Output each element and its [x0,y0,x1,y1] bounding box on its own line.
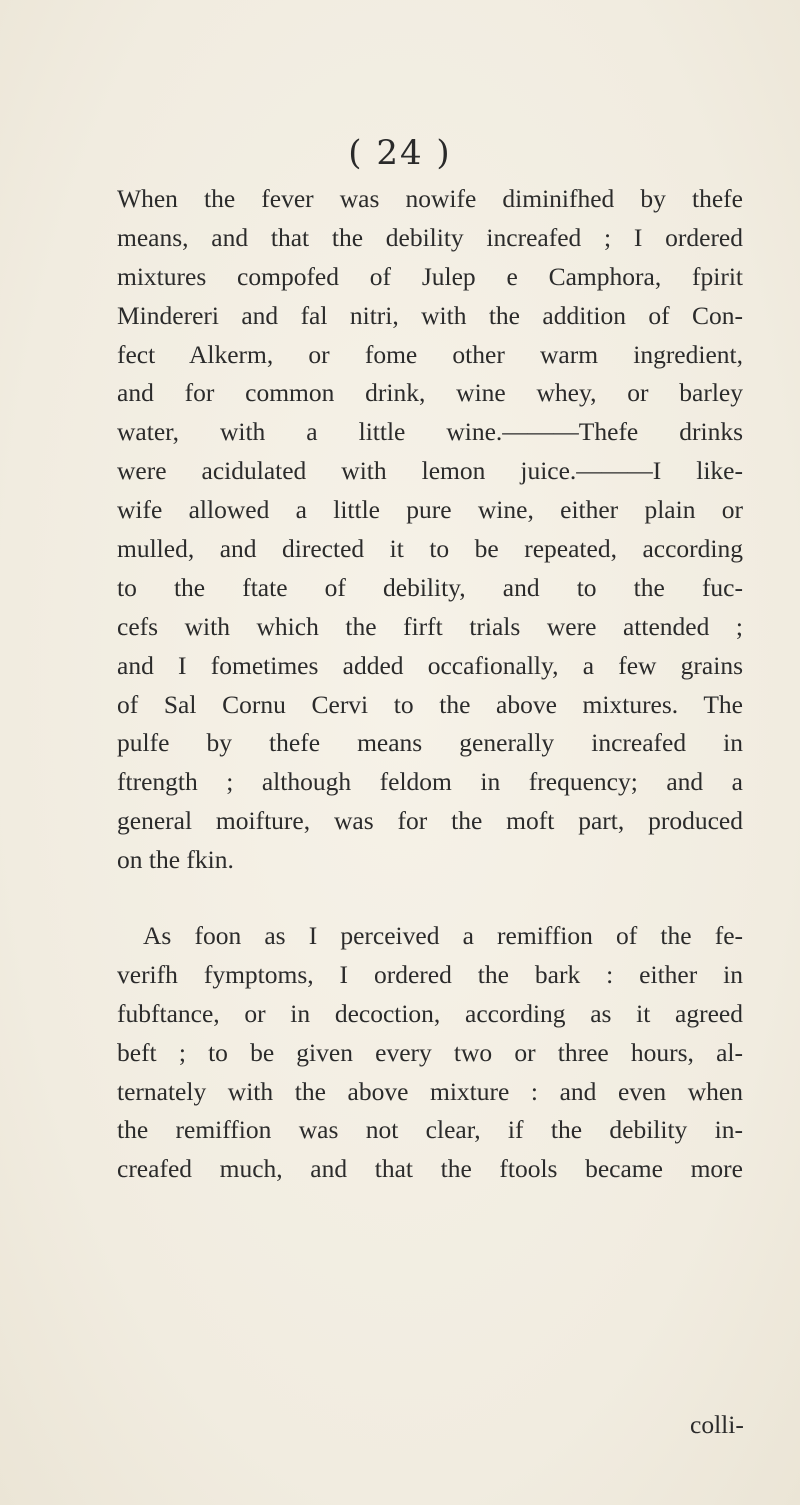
text-line: ternately with the above mixture : and even when [117,1076,743,1106]
text-line: fubftance, or in decoction, according as it agreed [117,998,743,1028]
text-line: to the ftate of debility, and to the fuc- [117,572,743,602]
text-line: When the fever was nowife diminifhed by thefe [117,184,743,213]
text-line: and for common drink, wine whey, or barley [117,378,743,408]
catchword: colli- [690,1410,744,1439]
text-line: Mindereri and fal nitri, with the addition of Con- [117,300,743,330]
text-line: beft ; to be given every two or three hours, al- [117,1037,743,1067]
text-line: mixtures compofed of Julep e Camphora, fpirit [117,261,743,291]
text-line: on the fkin. [117,845,234,875]
text-line: mulled, and directed it to be repeated, according [117,534,743,564]
text-line: were acidulated with lemon juice.———I like- [117,456,743,486]
text-line: the remiffion was not clear, if the debility in- [117,1115,743,1145]
paragraph-2 [117,917,743,1189]
paragraph-1 [117,180,743,880]
text-line: means, and that the debility increafed ; I ordered [117,222,743,252]
text-line: creafed much, and that the ftools became more [117,1154,743,1184]
text-line: cefs with which the firft trials were attended ; [117,611,743,641]
text-line: water, with a little wine.———Thefe drinks [117,417,743,447]
page-number: ( 24 ) [348,133,452,173]
text-line: fect Alkerm, or fome other warm ingredient, [117,339,743,369]
text-line: verifh fymptoms, I ordered the bark : either in [117,959,743,989]
text-line: and I fometimes added occafionally, a few grains [117,650,743,680]
text-line: ftrength ; although feldom in frequency; and a [117,767,743,797]
text-line: of Sal Cornu Cervi to the above mixtures. The [117,689,743,719]
text-line: general moifture, was for the moft part, produced [117,806,743,836]
text-line: As foon as I perceived a remiffion of the fe- [143,921,743,950]
text-line: pulfe by thefe means generally increafed in [117,728,743,758]
text-line: wife allowed a little pure wine, either plain or [117,495,743,525]
